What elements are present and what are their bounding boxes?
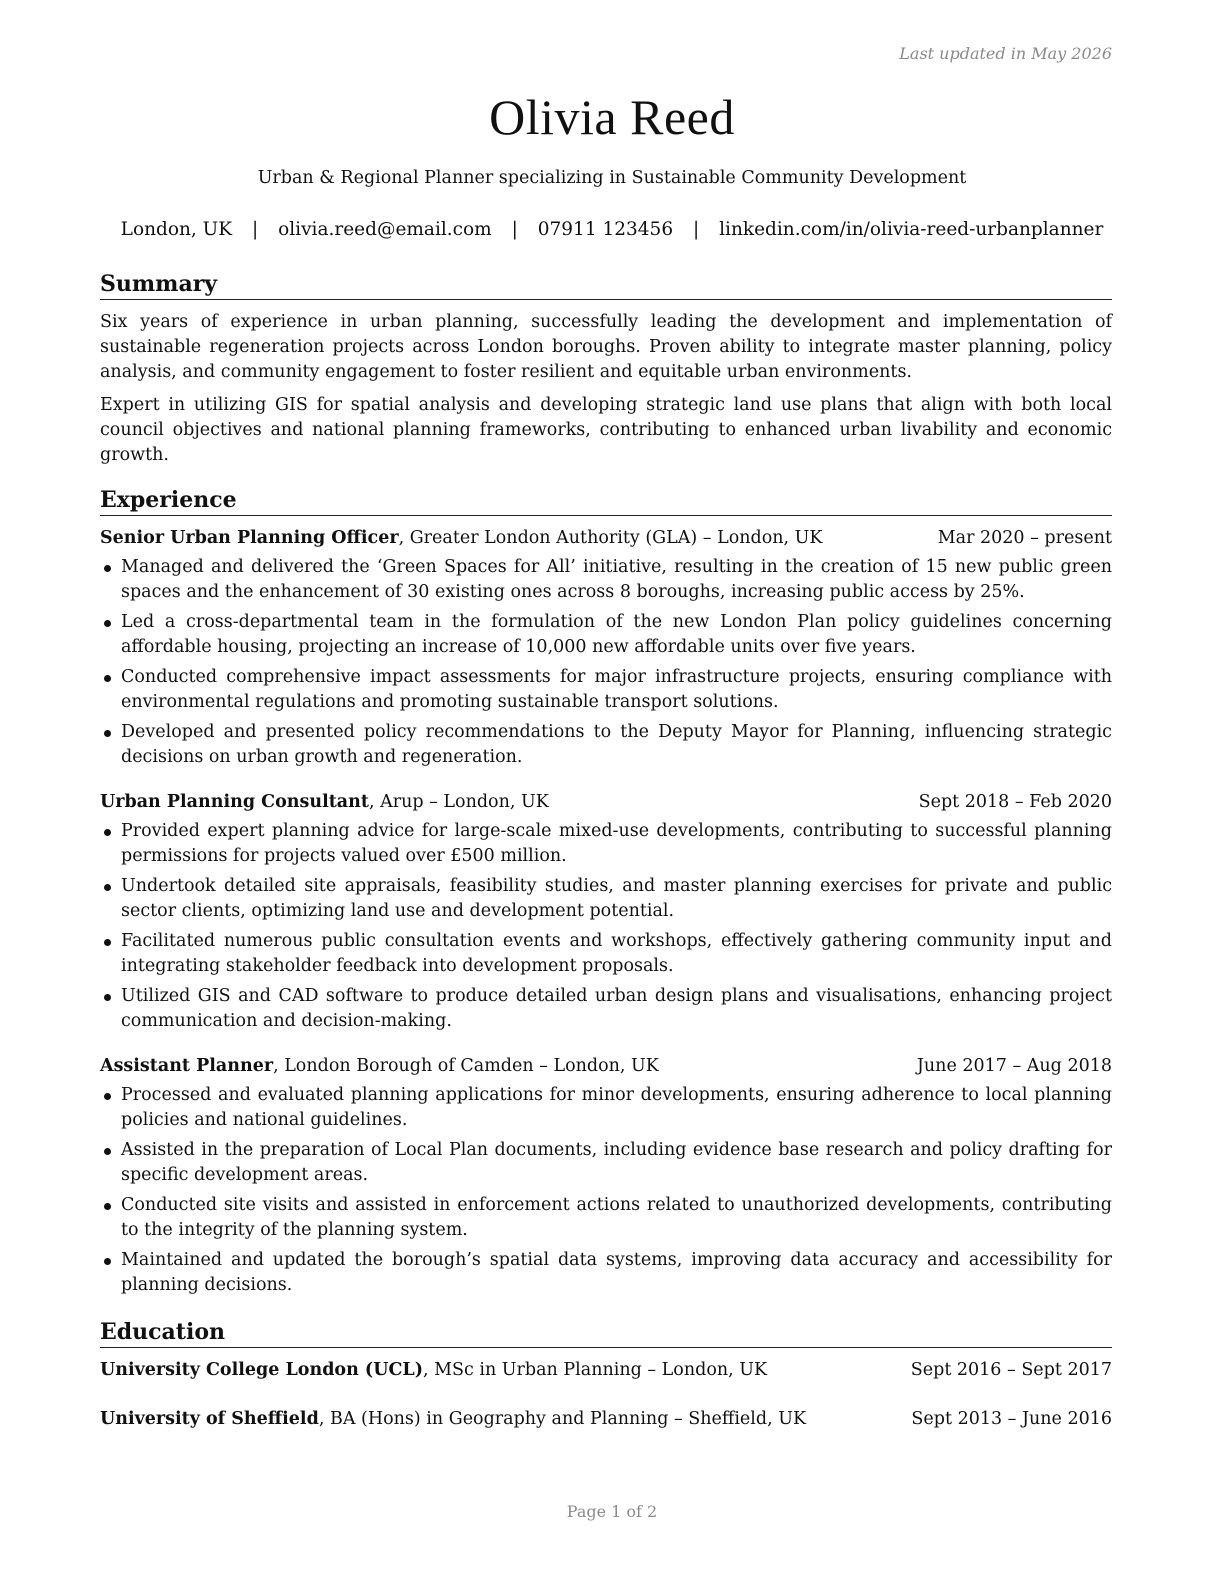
job-bullet-text: Processed and evaluated planning applications for minor developments, ensuring adherence to local planning policies and national guidelines. [121, 1085, 1112, 1130]
bullet-icon [104, 1203, 111, 1210]
job-header [100, 1054, 1112, 1079]
contact-email[interactable]: olivia.reed@email.com [278, 219, 492, 240]
page-number: Page 1 of 2 [566, 1502, 658, 1521]
contact-location: London, UK [120, 219, 233, 240]
job-title-line [100, 1054, 659, 1079]
job-bullets [100, 555, 1112, 770]
contact-separator: | [511, 219, 518, 240]
bullet-icon [104, 884, 111, 891]
job-bullet [100, 1193, 1112, 1243]
summary-paragraph: Six years of experience in urban planning, successfully leading the development and implementation of sustainable regeneration projects across London boroughs. Proven ability to integrate master planning, policy analysis, and community engagement to foster resilient and equitable urban environments. [100, 312, 1112, 382]
job-role: Assistant Planner [100, 1056, 274, 1076]
education-dates: Sept 2016 – Sept 2017 [910, 1360, 1112, 1380]
job-title-line [100, 790, 549, 815]
job-bullet [100, 555, 1112, 605]
last-updated-note: Last updated in May 2026 [899, 44, 1112, 63]
job-bullets [100, 819, 1112, 1034]
summary-section [100, 270, 1112, 468]
job-bullet-text: Utilized GIS and CAD software to produce detailed urban design plans and visualisations, enhancing project communication and decision-making. [121, 986, 1112, 1031]
job-organization: , Greater London Authority (GLA) – London, UK [398, 528, 823, 548]
bullet-icon [104, 1148, 111, 1155]
job-dates: Mar 2020 – present [937, 528, 1112, 548]
education-entry [100, 1407, 1112, 1432]
job-bullet-text: Assisted in the preparation of Local Plan documents, including evidence base research and policy drafting for specific development areas. [121, 1140, 1112, 1185]
job-bullet-text: Facilitated numerous public consultation events and workshops, effectively gathering community input and integrating stakeholder feedback into development proposals. [121, 931, 1112, 976]
job-role: Senior Urban Planning Officer [100, 528, 399, 548]
job-bullet [100, 1138, 1112, 1188]
contact-phone[interactable]: 07911 123456 [537, 219, 674, 240]
job-entry [100, 526, 1112, 770]
education-institution: University College London (UCL) [100, 1360, 423, 1380]
education-section [100, 1318, 1112, 1432]
section-title-education: Education [100, 1318, 1112, 1348]
job-organization: , London Borough of Camden – London, UK [273, 1056, 659, 1076]
resume-content [100, 270, 1112, 1456]
job-organization: , Arup – London, UK [368, 792, 549, 812]
job-bullet [100, 610, 1112, 660]
bullet-icon [104, 620, 111, 627]
job-bullet-text: Led a cross-departmental team in the formulation of the new London Plan policy guidelines concerning affordable housing, projecting an increase of 10,000 new affordable units over five years. [121, 612, 1112, 657]
bullet-icon [104, 675, 111, 682]
job-header [100, 526, 1112, 551]
education-dates: Sept 2013 – June 2016 [911, 1409, 1112, 1429]
bullet-icon [104, 730, 111, 737]
bullet-icon [104, 829, 111, 836]
job-bullet [100, 819, 1112, 869]
bullet-icon [104, 565, 111, 572]
job-bullet-text: Managed and delivered the ‘Green Spaces for All’ initiative, resulting in the creation of 15 new public green spaces and the enhancement of 30 existing ones across 8 boroughs, increasing public access by 25%. [121, 557, 1112, 602]
job-bullet-text: Conducted site visits and assisted in enforcement actions related to unauthorized developments, contributing to the integrity of the planning system. [121, 1195, 1112, 1240]
job-bullet-text: Undertook detailed site appraisals, feasibility studies, and master planning exercises for private and public sector clients, optimizing land use and development potential. [121, 876, 1112, 921]
job-entry [100, 790, 1112, 1034]
job-entry [100, 1054, 1112, 1298]
contact-separator: | [692, 219, 700, 240]
job-title-line [100, 526, 823, 551]
section-title-experience: Experience [100, 486, 1112, 516]
education-title-line [100, 1358, 767, 1383]
experience-section [100, 486, 1112, 1298]
education-title-line [100, 1407, 806, 1432]
contact-line [0, 219, 1224, 240]
job-bullet [100, 929, 1112, 979]
job-bullet-text: Provided expert planning advice for large-scale mixed-use developments, contributing to successful planning permissions for projects valued over £500 million. [121, 821, 1112, 866]
section-title-summary: Summary [100, 270, 1112, 300]
job-role: Urban Planning Consultant [100, 792, 369, 812]
contact-linkedin[interactable]: linkedin.com/in/olivia-reed-urbanplanner [719, 219, 1104, 240]
bullet-icon [104, 994, 111, 1001]
job-bullet [100, 665, 1112, 715]
job-bullet [100, 1248, 1112, 1298]
education-detail: , MSc in Urban Planning – London, UK [422, 1360, 768, 1380]
summary-paragraph: Expert in utilizing GIS for spatial analysis and developing strategic land use plans that align with both local council objectives and national planning frameworks, contributing to enhanced urban livability and economic growth. [100, 395, 1112, 465]
contact-separator: | [251, 219, 259, 240]
bullet-icon [104, 1258, 111, 1265]
job-bullet [100, 874, 1112, 924]
education-institution: University of Sheffield [100, 1409, 319, 1429]
bullet-icon [104, 1093, 111, 1100]
job-bullet-text: Maintained and updated the borough’s spatial data systems, improving data accuracy and accessibility for planning decisions. [121, 1250, 1112, 1295]
candidate-headline: Urban & Regional Planner specializing in Sustainable Community Development [257, 168, 967, 188]
job-bullet-text: Developed and presented policy recommendations to the Deputy Mayor for Planning, influencing strategic decisions on urban growth and regeneration. [121, 722, 1112, 767]
job-bullet [100, 720, 1112, 770]
job-bullet [100, 984, 1112, 1034]
job-bullet [100, 1083, 1112, 1133]
bullet-icon [104, 939, 111, 946]
education-detail: , BA (Hons) in Geography and Planning – Sheffield, UK [318, 1409, 807, 1429]
job-bullets [100, 1083, 1112, 1298]
job-header [100, 790, 1112, 815]
job-bullet-text: Conducted comprehensive impact assessments for major infrastructure projects, ensuring compliance with environmental regulations and promoting sustainable transport solutions. [121, 667, 1112, 712]
job-dates: June 2017 – Aug 2018 [916, 1056, 1112, 1076]
candidate-name: Olivia Reed [489, 89, 735, 145]
job-dates: Sept 2018 – Feb 2020 [918, 792, 1112, 812]
education-entry [100, 1358, 1112, 1383]
